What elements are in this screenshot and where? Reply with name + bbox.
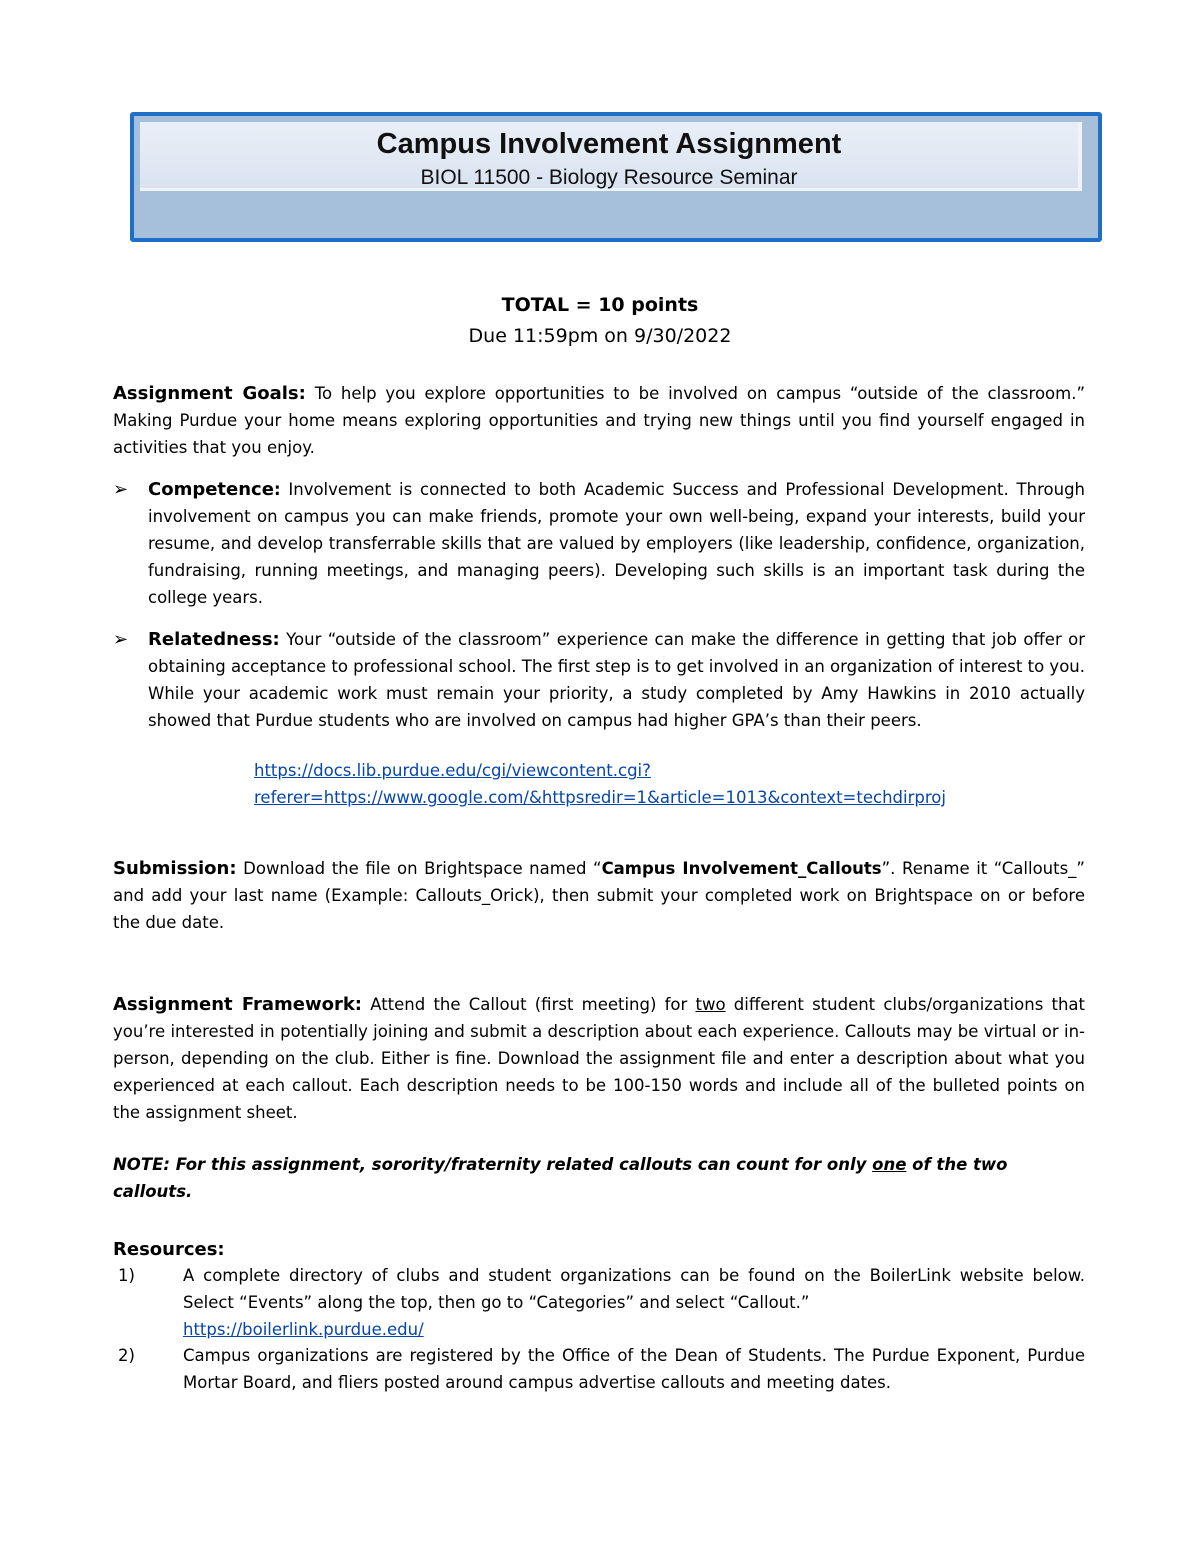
submission-paragraph — [113, 855, 1085, 936]
course-subtitle: BIOL 11500 - Biology Resource Seminar — [420, 166, 798, 189]
relatedness-label: Relatedness: — [148, 629, 280, 650]
framework-underlined-word: two — [695, 995, 726, 1014]
framework-text-before: Attend the Callout (first meeting) for — [370, 995, 688, 1014]
competence-label: Competence — [148, 479, 274, 500]
resource-number: 1) — [118, 1266, 135, 1285]
study-link-block — [254, 757, 1094, 811]
assignment-goals-text: To help you explore opportunities to be involved on campus “outside of the classroom.” Making Purdue your home means exploring opportunities and trying new things until you find yourself engaged in activities that you enjoy. — [113, 384, 1085, 457]
submission-text-before: Download the file on Brightspace named “ — [243, 859, 602, 878]
framework-text-after: different student clubs/organizations that you’re interested in potentially joining and submit a description about each experience. Callouts may be virtual or in-person, depending on the club. Either is fine. Download the assignment file and enter a description about what you experienced at each callout. Each description needs to be 100-150 words and include all of the bulleted points on the assignment sheet. — [113, 995, 1085, 1122]
due-date: Due 11:59pm on 9/30/2022 — [468, 325, 732, 347]
note-underlined-word: one — [872, 1155, 907, 1174]
note-text-after: of the two callouts. — [113, 1155, 1008, 1201]
note-text-before: NOTE: For this assignment, sorority/fraternity related callouts can count for only — [113, 1155, 867, 1174]
resource-text: Campus organizations are registered by the Office of the Dean of Students. The Purdue Exponent, Purdue Mortar Board, and fliers posted around campus advertise callouts and meeting dates. — [183, 1346, 1085, 1392]
framework-paragraph — [113, 991, 1085, 1126]
arrow-bullet-icon: ➢ — [113, 479, 129, 500]
submission-file-name: Campus Involvement_Callouts — [601, 859, 882, 878]
note-paragraph — [113, 1151, 1085, 1205]
submission-text-after: ”. Rename it “Callouts_” and add your last name (Example: Callouts_Orick), then submit your completed work on Brightspace on or before the due date. — [113, 859, 1085, 932]
total-points: TOTAL = 10 points — [501, 294, 699, 316]
competence-content — [148, 476, 1085, 611]
study-link-line-2[interactable]: referer=https://www.google.com/&httpsredir=1&article=1013&context=techdirproj — [254, 788, 946, 807]
relatedness-content — [148, 626, 1085, 734]
resources-heading: Resources: — [113, 1239, 225, 1260]
study-link-line-1[interactable]: https://docs.lib.purdue.edu/cgi/viewcontent.cgi? — [254, 761, 651, 780]
resource-content — [183, 1262, 1085, 1343]
header-banner — [130, 112, 1102, 242]
submission-label: Submission: — [113, 858, 237, 879]
resource-content — [183, 1342, 1085, 1396]
relatedness-text: Your “outside of the classroom” experience can make the difference in getting that job offer or obtaining acceptance to professional school. The first step is to get involved in an organization of interest to you. While your academic work must remain your priority, a study completed by Amy Hawkins in 2010 actually showed that Purdue students who are involved on campus had higher GPA’s than their peers. — [148, 630, 1086, 730]
arrow-bullet-icon: ➢ — [113, 629, 129, 650]
assignment-goals-paragraph — [113, 380, 1085, 461]
competence-text: Involvement is connected to both Academic Success and Professional Development. Through involvement on campus you can make friends, promote your own well-being, expand your interests, build your resume, and develop transferrable skills that are valued by employers (like leadership, confidence, organization, fundraising, running meetings, and managing peers). Developing such skills is an important task during the college years. — [148, 480, 1085, 607]
document-title: Campus Involvement Assignment — [376, 128, 842, 160]
assignment-goals-label: Assignment Goals: — [113, 383, 306, 404]
boilerlink-link[interactable]: https://boilerlink.purdue.edu/ — [183, 1320, 424, 1339]
resource-text: A complete directory of clubs and student organizations can be found on the BoilerLink website below. Select “Events” along the top, then go to “Categories” and select “Callout.” — [183, 1266, 1085, 1312]
framework-label: Assignment Framework: — [113, 994, 363, 1015]
resource-number: 2) — [118, 1346, 135, 1365]
competence-colon: : — [273, 480, 281, 499]
